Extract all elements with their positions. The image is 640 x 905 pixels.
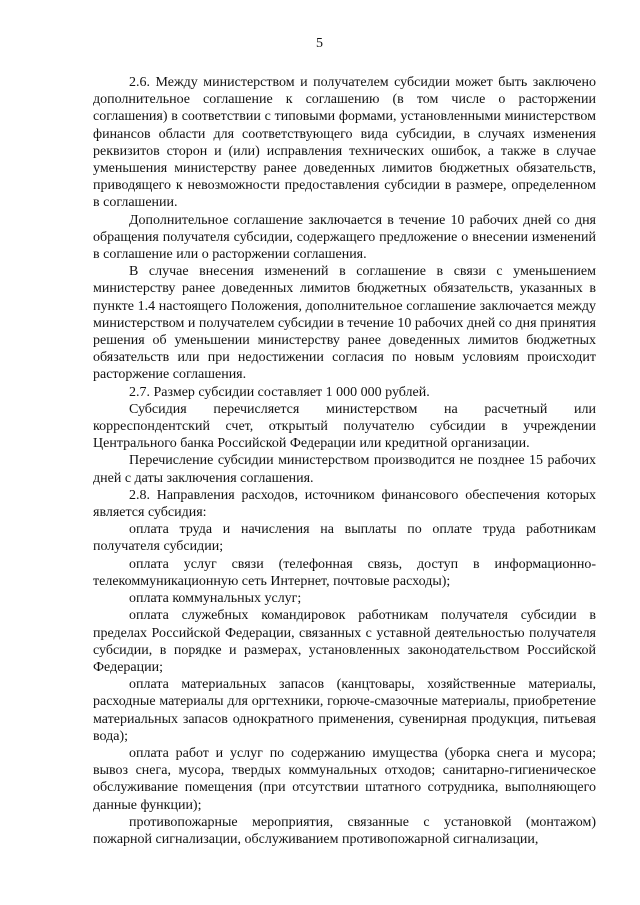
list-item-utilities: оплата коммунальных услуг; [129, 591, 302, 607]
list-item-fire-safety: противопожарные мероприятия, связанные с установкой (монтажом) пожарной сигнализации, обслуживанием противопожарной сигнализации, [93, 814, 596, 847]
paragraph-transfer-account: Субсидия перечисляется министерством на расчетный или корреспондентский счет, открытый получателю субсидии в учреждении Центрального банка Российской Федерации или кредитной организации. [93, 401, 596, 452]
paragraph-transfer-deadline: Перечисление субсидии министерством производится не позднее 15 рабочих дней с даты заключения соглашения. [93, 453, 596, 486]
paragraph-2-7: 2.7. Размер субсидии составляет 1 000 000 рублей. [129, 384, 430, 400]
list-item-labor: оплата труда и начисления на выплаты по оплате труда работникам получателя субсидии; [93, 522, 596, 555]
paragraph-limits-reduction: В случае внесения изменений в соглашение в связи с уменьшением министерству ранее доведенных лимитов бюджетных обязательств, указанных в пункте 1.4 настоящего Положения, дополнительное соглашение заключается между министерством и получателем субсидии в течение 10 рабочих дней со дня принятия решения об уменьшении министерству ранее доведенных лимитов бюджетных обязательств или при недостижении согласия по новым условиям происходит расторжение соглашения. [93, 264, 596, 383]
paragraph-2-6: 2.6. Между министерством и получателем субсидии может быть заключено дополнительное соглашение к соглашению (в том числе о расторжении соглашения) в соответствии с типовыми формами, установленными министерством финансов области для соответствующего вида субсидии, в случаях изменения реквизитов сторон и (или) исправления технических ошибок, а также в случае уменьшения министерству ранее доведенных лимитов бюджетных обязательств, приводящего к невозможности предоставления субсидии в размере, определенном в соглашении. [93, 75, 596, 211]
paragraph-supplementary-agreement: Дополнительное соглашение заключается в течение 10 рабочих дней со дня обращения получателя субсидии, содержащего предложение о внесении изменений в соглашение или о расторжении соглашения. [93, 212, 596, 263]
list-item-property-maintenance: оплата работ и услуг по содержанию имущества (уборка снега и мусора; вывоз снега, мусора, твердых коммунальных отходов; санитарно-гигиеническое обслуживание помещения (при отсутствии штатного сотрудника, выполняющего данные функции); [93, 745, 596, 813]
list-item-business-trips: оплата служебных командировок работникам получателя субсидии в пределах Российской Федерации, связанных с уставной деятельностью получателя субсидии, в порядке и размерах, установленных законодательством Российской Федерации; [93, 608, 596, 675]
list-item-material-stocks: оплата материальных запасов (канцтовары, хозяйственные материалы, расходные материалы для оргтехники, горюче-смазочные материалы, приобретение материальных запасов однократного применения, сувенирная продукция, питьевая вода); [93, 677, 596, 744]
paragraph-2-8: 2.8. Направления расходов, источником финансового обеспечения которых является субсидия: [93, 487, 596, 521]
page-number: 5 [316, 36, 323, 51]
list-item-communication: оплата услуг связи (телефонная связь, доступ в информационно-телекоммуникационную сеть Интернет, почтовые расходы); [93, 556, 596, 589]
